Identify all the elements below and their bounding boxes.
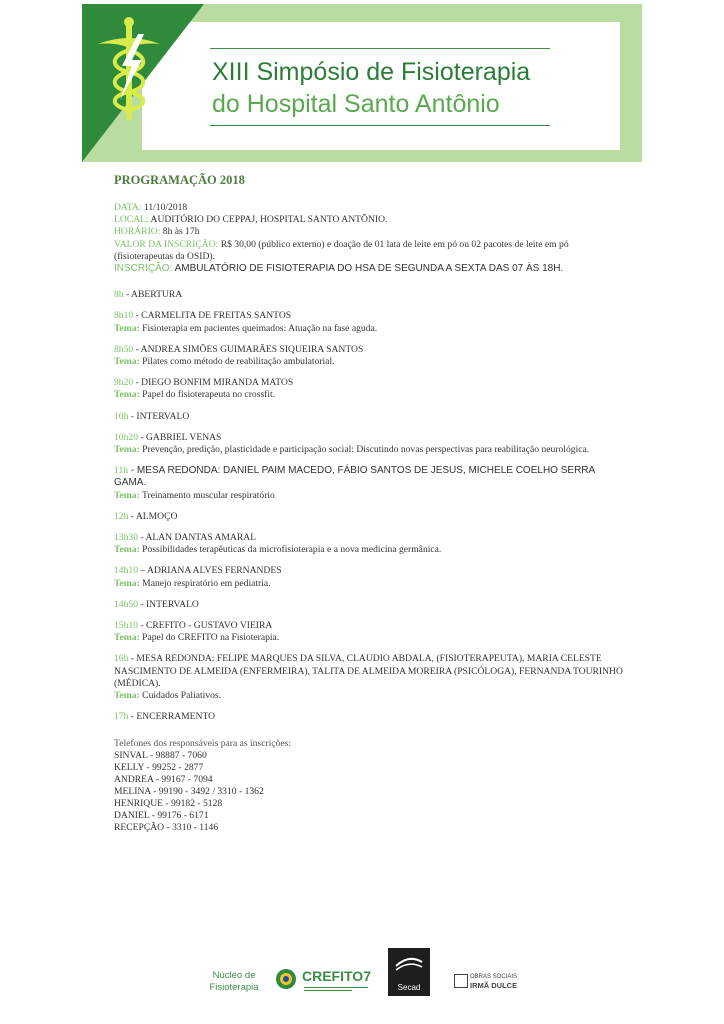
date-value: 11/10/2018 [141,202,188,213]
schedule-item [114,532,624,556]
item-time: 14h10 [114,565,138,577]
tema-label: Tema: [114,444,140,456]
event-info [114,202,624,275]
schedule-item [114,511,624,523]
irma-line1: OBRAS SOCIAIS [470,974,518,980]
item-time: 8h50 [114,343,134,355]
tema-text: Pilates como método de reabilitação ambulatorial. [139,356,335,368]
nucleo-line2: Fisioterapia [209,982,259,993]
schedule-item [114,411,624,423]
phones-section [114,738,624,834]
item-time: 13h30 [114,532,138,544]
brazil-coat-of-arms-icon [275,968,297,990]
item-text: - ENCERRAMENTO [128,711,216,723]
irma-dulce-portrait-icon [454,974,468,988]
schedule-item [114,289,624,301]
irma-line2: IRMÃ DULCE [470,981,518,990]
item-text: - ABERTURA [123,289,183,301]
tema-text: Manejo respiratório em pediatria. [139,577,271,589]
tema-label: Tema: [114,632,140,644]
local-value: AUDITÓRIO DO CEPPAJ, HOSPITAL SANTO ANTÔNIO. [148,214,388,226]
local-label: LOCAL: [114,214,149,226]
phone-entry: HENRIQUE - 99182 - 5128 [114,797,223,809]
phone-entry: DANIEL - 99176 - 6171 [114,809,209,821]
tema-label: Tema: [114,489,140,501]
schedule-item [114,432,624,456]
program-content [114,168,624,834]
tema-text: Treinamento muscular respiratório [139,489,275,501]
schedule-list [114,289,624,723]
item-text: - INTERVALO [137,598,199,610]
flyer-page [82,4,642,1022]
date-label: DATA: [114,202,142,213]
caduceus-lightning-icon [92,14,166,124]
phone-entry: ANDREA - 99167 - 7094 [114,773,213,785]
tema-label: Tema: [114,389,140,401]
tema-label: Tema: [114,322,140,334]
registration-label: INSCRIÇÃO: [114,263,173,275]
item-text: - MESA REDONDA: DANIEL PAIM MACEDO, FÁBIO SANTOS DE JESUS, MICHELE COELHO SERRA GAMA. [114,465,595,489]
phone-entry: SINVAL - 98887 - 7060 [114,749,207,761]
program-heading: PROGRAMAÇÃO 2018 [114,173,245,187]
tema-text: Fisioterapia em pacientes queimados: Atuação na fase aguda. [139,322,378,334]
item-time: 10h20 [114,431,138,443]
registration-value: AMBULATÓRIO DE FISIOTERAPIA DO HSA DE SEGUNDA A SEXTA DAS 07 ÀS 18H. [172,263,564,275]
item-text: - INTERVALO [128,410,190,422]
tema-label: Tema: [114,690,140,702]
item-text: - CREFITO - GUSTAVO VIEIRA [137,620,273,632]
schedule-item [114,599,624,611]
phone-entry: KELLY - 99252 - 2877 [114,761,204,773]
header-banner [82,4,642,162]
secad-logo [388,948,430,996]
schedule-item [114,344,624,368]
crefito-logo: CREFITO7 [302,968,371,984]
crefito-tagline-icon [304,986,368,992]
event-title-line2: do Hospital Santo Antônio [212,90,500,118]
item-text: - ALMOÇO [128,510,178,522]
item-text: – ADRIANA ALVES FERNANDES [137,565,282,577]
tema-text: Papel do CREFITO na Fisioterapia. [139,632,280,644]
item-time: 15h10 [114,620,138,632]
header-rule-top [210,48,550,49]
tema-text: Papel do fisioterapeuta no crossfit. [139,389,276,401]
tema-text: Possibilidades terapêuticas da microfisioterapia e a nova medicina germânica. [139,544,442,556]
secad-wave-icon [388,948,430,978]
item-text: - MESA REDONDA: FELIPE MARQUES DA SILVA, CLAUDIO ABDALA, (FISIOTERAPEUTA), MARIA CELESTE NASCIMENTO DE ALMEIDA (ENFERMEIRA), TALITA DE ALMEIDA MOREIRA (PSICÓLOGA), FERNANDA TOURINHO (MÉDICA). [114,653,623,689]
item-time: 9h20 [114,377,134,389]
item-text: - DIEGO BONFIM MIRANDA MATOS [133,377,294,389]
item-time: 11h [114,465,129,477]
tema-label: Tema: [114,544,140,556]
item-time: 10h [114,410,129,422]
phone-entry: MELINA - 99190 - 3492 / 3310 - 1362 [114,785,264,797]
time-value: 8h às 17h [160,226,200,238]
header-rule-bottom [210,125,550,126]
item-text: - ANDREA SIMÕES GUIMARÃES SIQUEIRA SANTOS [133,343,364,355]
item-text: - GABRIEL VENAS [137,431,222,443]
tema-text: Cuidados Paliativos. [139,690,222,702]
schedule-item [114,620,624,644]
tema-label: Tema: [114,356,140,368]
item-time: 14h50 [114,598,138,610]
nucleo-line1: Núcleo de [212,970,256,981]
schedule-item [114,377,624,401]
item-time: 8h10 [114,310,134,322]
phone-entry: RECEPÇÃO - 3310 - 1146 [114,821,219,833]
tema-text: Prevenção, predição, plasticidade e participação social: Discutindo novas perspectivas para reabilitação neurológica. [139,444,590,456]
time-label: HORÁRIO: [114,226,161,238]
schedule-item [114,310,624,334]
schedule-item [114,565,624,589]
price-label: VALOR DA INSCRIÇÃO: [114,238,219,250]
schedule-item [114,465,624,502]
schedule-item [114,711,624,723]
item-text: - ALAN DANTAS AMARAL [137,532,257,544]
sponsor-logos [82,944,642,1004]
event-title-line1: XIII Simpósio de Fisioterapia [212,58,531,86]
item-text: - CARMELITA DE FREITAS SANTOS [133,310,292,322]
price-value: R$ 30,00 (público externo) e doação de 01 lata de leite em pó ou 02 pacotes de leite em pó (fisioterapeutas da OSID). [114,238,569,262]
item-time: 17h [114,711,129,723]
item-time: 8h [114,289,124,301]
schedule-item [114,653,624,702]
tema-label: Tema: [114,577,140,589]
nucleo-fisioterapia-logo [204,970,264,994]
phones-title: Telefones dos responsáveis para as inscrições: [114,737,292,749]
secad-text: Secad [397,983,421,992]
item-time: 16h [114,653,129,665]
item-time: 12h [114,510,129,522]
